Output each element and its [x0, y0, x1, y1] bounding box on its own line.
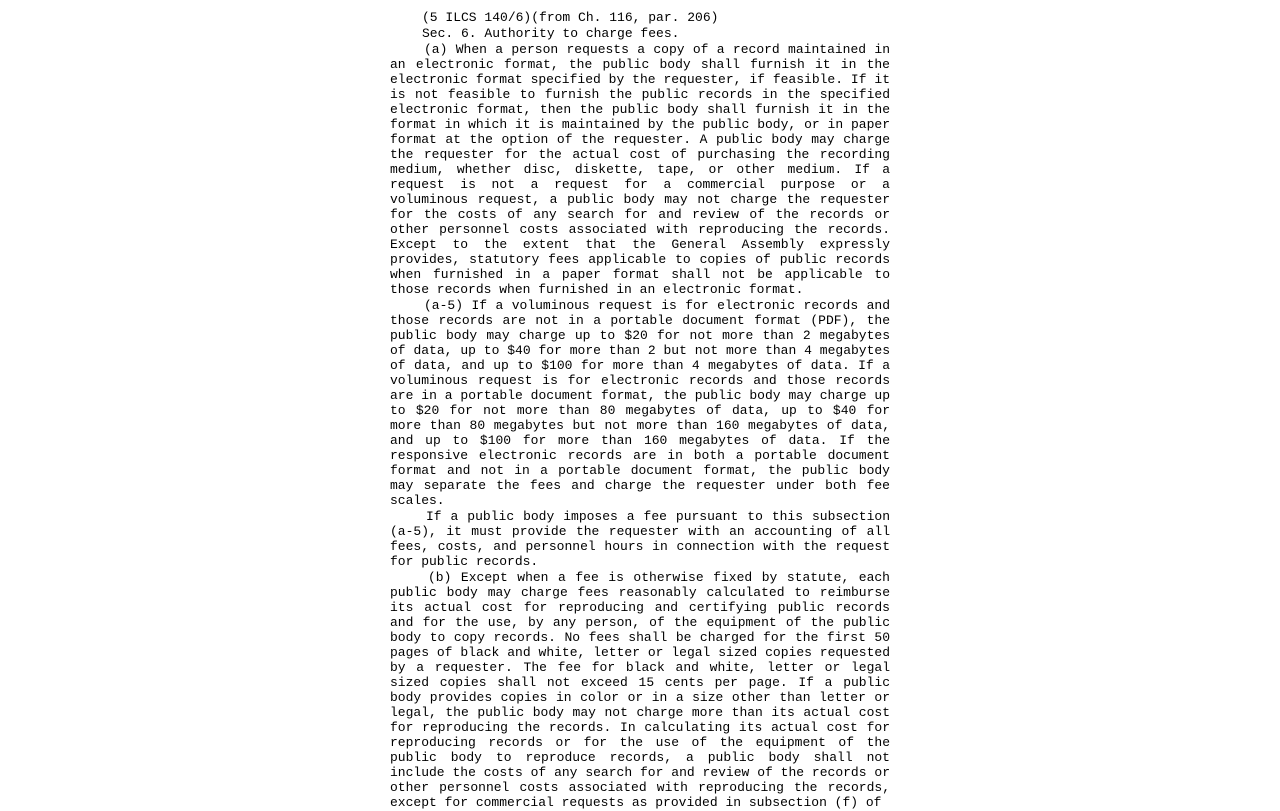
- section-heading: Sec. 6. Authority to charge fees.: [422, 26, 680, 41]
- paragraph-a-5-accounting: If a public body imposes a fee pursuant to this subsection (a-5), it must provide the requester with an accounting of all fees, costs, and personnel hours in connection with the request for public records.: [390, 509, 890, 569]
- statute-document: [390, 10, 890, 811]
- paragraph-b: (b) Except when a fee is otherwise fixed by statute, each public body may charge fees reasonably calculated to reimburse its actual cost for reproducing and certifying public records and for the use, by any person, of the equipment of the public body to copy records. No fees shall be charged for the first 50 pages of black and white, letter or legal sized copies requested by a requester. The fee for black and white, letter or legal sized copies shall not exceed 15 cents per page. If a public body provides copies in color or in a size other than letter or legal, the public body may not charge more than its actual cost for reproducing the records. In calculating its actual cost for reproducing records or for the use of the equipment of the public body to reproduce records, a public body shall not include the costs of any search for and review of the records or other personnel costs associated with reproducing the records, except for commercial requests as provided in subsection (f) of: [390, 570, 890, 810]
- statute-citation: (5 ILCS 140/6)(from Ch. 116, par. 206): [422, 10, 719, 25]
- paragraph-a-5: (a-5) If a voluminous request is for electronic records and those records are not in a portable document format (PDF), the public body may charge up to $20 for not more than 2 megabytes of data, up to $40 for more than 2 but not more than 4 megabytes of data, and up to $100 for more than 4 megabytes of data. If a voluminous request is for electronic records and those records are in a portable document format, the public body may charge up to $20 for not more than 80 megabytes of data, up to $40 for more than 80 megabytes but not more than 160 megabytes of data, and up to $100 for more than 160 megabytes of data. If the responsive electronic records are in both a portable document format and not in a portable document format, the public body may separate the fees and charge the requester under both fee scales.: [390, 298, 890, 508]
- paragraph-a: (a) When a person requests a copy of a record maintained in an electronic format, the public body shall furnish it in the electronic format specified by the requester, if feasible. If it is not feasible to furnish the public records in the specified electronic format, then the public body shall furnish it in the format in which it is maintained by the public body, or in paper format at the option of the requester. A public body may charge the requester for the actual cost of purchasing the recording medium, whether disc, diskette, tape, or other medium. If a request is not a request for a commercial purpose or a voluminous request, a public body may not charge the requester for the costs of any search for and review of the records or other personnel costs associated with reproducing the records. Except to the extent that the General Assembly expressly provides, statutory fees applicable to copies of public records when furnished in a paper format shall not be applicable to those records when furnished in an electronic format.: [390, 42, 890, 297]
